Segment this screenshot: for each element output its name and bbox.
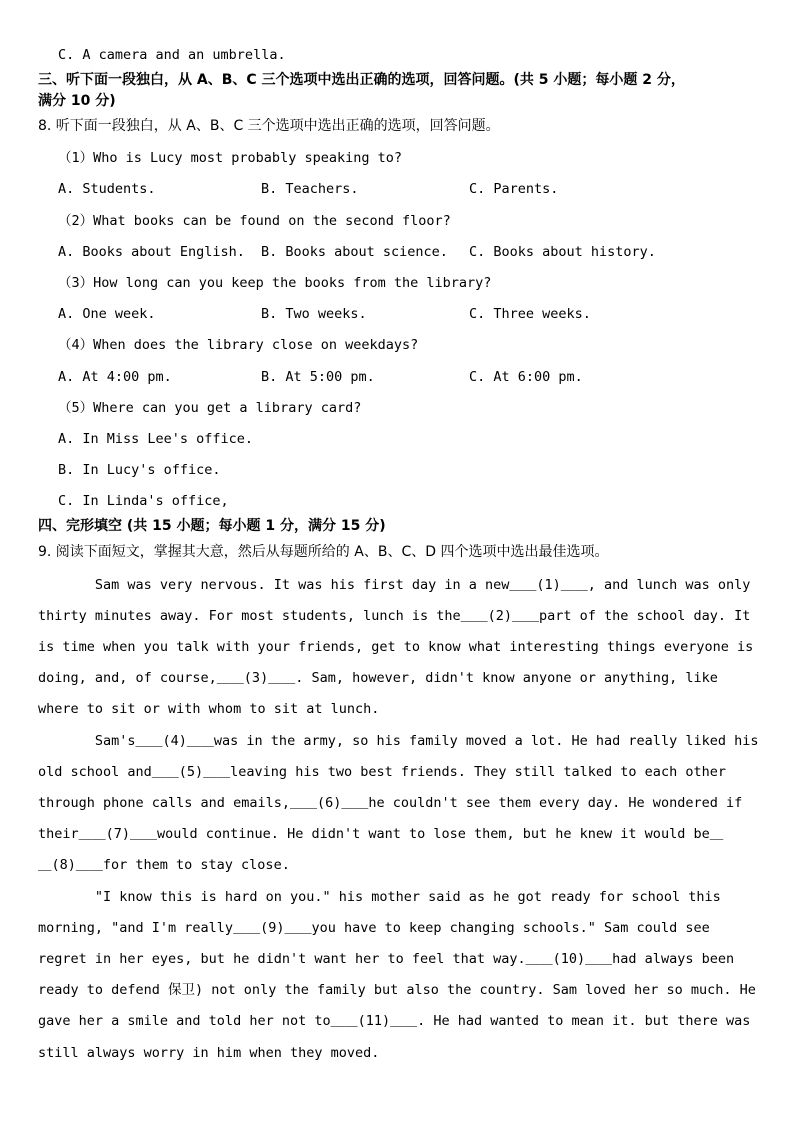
passage-line: through phone calls and emails,＿＿(6)＿＿he couldn't see them every day. He wondered if: [38, 795, 743, 811]
section3-heading-line1: 三、听下面一段独白，从 A、B、C 三个选项中选出正确的选项，回答问题。(共 5 小题；每小题 2 分，: [38, 72, 685, 88]
passage-line: is time when you talk with your friends, get to know what interesting things everyone is: [38, 639, 754, 655]
passage-line: gave her a smile and told her not to＿＿(11)＿＿. He had wanted to mean it. but there was: [38, 1013, 751, 1029]
q9-instruction: 9. 阅读下面短文，掌握其大意，然后从每题所给的 A、B、C、D 四个选项中选出最佳选项。: [38, 544, 609, 560]
q8-5-option-c: C. In Linda's office,: [58, 493, 229, 509]
passage-line: morning, "and I'm really＿＿(9)＿＿you have to keep changing schools." Sam could see: [38, 920, 710, 936]
passage-line: ready to defend 保卫) not only the family but also the country. Sam loved her so much. He: [38, 982, 756, 998]
q8-5-option-a: A. In Miss Lee's office.: [58, 431, 254, 447]
q8-3-option-b: B. Two weeks.: [261, 306, 367, 322]
q8-2-option-c: C. Books about history.: [469, 244, 656, 260]
q8-5-option-b: B. In Lucy's office.: [58, 462, 221, 478]
q8-2-stem: （2）What books can be found on the second floor?: [58, 213, 451, 229]
passage-line: Sam was very nervous. It was his first day in a new＿＿(1)＿＿, and lunch was only: [38, 577, 751, 593]
q8-1-option-b: B. Teachers.: [261, 181, 359, 197]
q8-4-option-a: A. At 4:00 pm.: [58, 369, 172, 385]
q8-1-option-c: C. Parents.: [469, 181, 559, 197]
passage-line: their＿＿(7)＿＿would continue. He didn't want to lose them, but he knew it would be＿: [38, 826, 724, 842]
q8-instruction: 8. 听下面一段独白，从 A、B、C 三个选项中选出正确的选项，回答问题。: [38, 118, 500, 134]
q8-2-option-b: B. Books about science.: [261, 244, 448, 260]
q8-2-option-a: A. Books about English.: [58, 244, 245, 260]
passage-line: where to sit or with whom to sit at lunch.: [38, 701, 380, 717]
section3-heading-line2: 满分 10 分): [38, 93, 116, 109]
section4-heading: 四、完形填空 (共 15 小题；每小题 1 分，满分 15 分): [38, 518, 386, 534]
passage-line: doing, and, of course,＿＿(3)＿＿. Sam, however, didn't know anyone or anything, like: [38, 670, 718, 686]
q7-option-c: C. A camera and an umbrella.: [58, 47, 286, 63]
passage-line: regret in her eyes, but he didn't want her to feel that way.＿＿(10)＿＿had always been: [38, 951, 735, 967]
q8-3-stem: （3）How long can you keep the books from the library?: [58, 275, 492, 291]
q8-4-stem: （4）When does the library close on weekdays?: [58, 337, 419, 353]
q8-3-option-c: C. Three weeks.: [469, 306, 591, 322]
passage-line: ＿(8)＿＿for them to stay close.: [38, 857, 290, 873]
passage-line: thirty minutes away. For most students, lunch is the＿＿(2)＿＿part of the school day. It: [38, 608, 751, 624]
passage-line: "I know this is hard on you." his mother said as he got ready for school this: [38, 889, 721, 905]
q8-4-option-b: B. At 5:00 pm.: [261, 369, 375, 385]
passage-line: old school and＿＿(5)＿＿leaving his two best friends. They still talked to each other: [38, 764, 726, 780]
q8-1-option-a: A. Students.: [58, 181, 156, 197]
q8-3-option-a: A. One week.: [58, 306, 156, 322]
q8-1-stem: （1）Who is Lucy most probably speaking to?: [58, 150, 402, 166]
passage-line: Sam's＿＿(4)＿＿was in the army, so his family moved a lot. He had really liked his: [38, 733, 759, 749]
q8-4-option-c: C. At 6:00 pm.: [469, 369, 583, 385]
q8-5-stem: （5）Where can you get a library card?: [58, 400, 362, 416]
passage-line: still always worry in him when they moved.: [38, 1045, 380, 1061]
